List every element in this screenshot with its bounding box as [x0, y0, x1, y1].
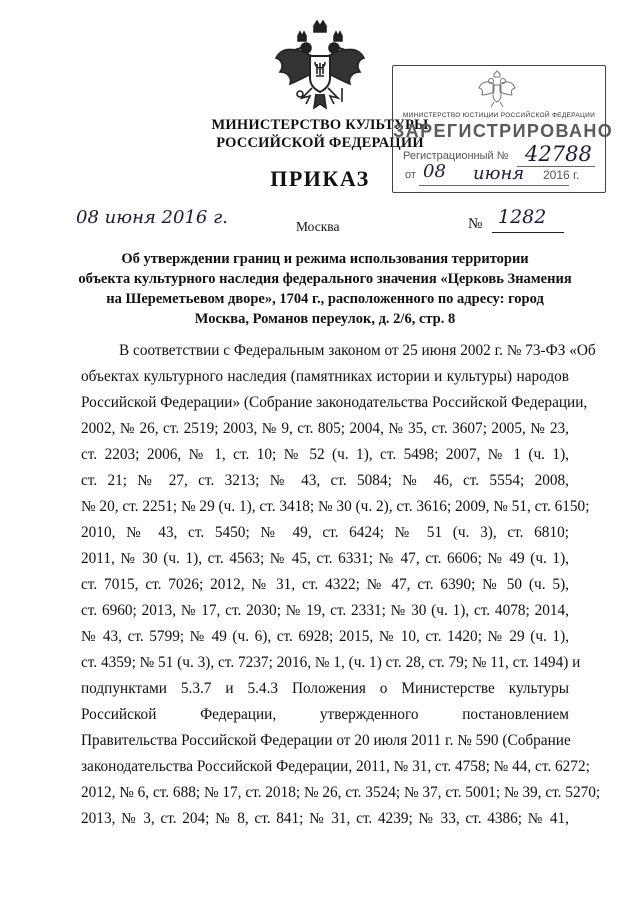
document-title-line: Москва, Романов переулок, д. 2/6, стр. 8	[194, 311, 456, 327]
ministry-line-2: РОССИЙСКОЙ ФЕДЕРАЦИИ	[216, 135, 424, 151]
document-title-line: на Шереметьевом дворе», 1704 г., расположенного по адресу: город	[106, 291, 544, 307]
body-line: Российской Федерации» (Собрание законодательства Российской Федерации,	[81, 394, 588, 411]
body-line: 2012, № 6, ст. 688; № 17, ст. 2018; № 26, ст. 3524; № 37, ст. 5001; № 39, ст. 5270;	[81, 784, 601, 801]
document-title-line: объекта культурного наследия федерального значения «Церковь Знамения	[78, 271, 572, 287]
order-number: 1282	[498, 206, 547, 228]
stamp-ministry: МИНИСТЕРСТВО ЮСТИЦИИ РОССИЙСКОЙ ФЕДЕРАЦИИ	[402, 112, 596, 119]
body-line: ст. 21; № 27, ст. 3213; № 43, ст. 5084; № 46, ст. 5554; 2008,	[81, 472, 569, 489]
body-line: ст. 2203; 2006, № 1, ст. 10; № 52 (ч. 1), ст. 5498; 2007, № 1 (ч. 1),	[81, 446, 569, 463]
order-number-label: №	[468, 216, 483, 232]
body-line: ст. 6960; 2013, № 17, ст. 2030; № 19, ст. 2331; № 30 (ч. 1), ст. 4078; 2014,	[81, 602, 569, 619]
body-line: подпунктами 5.3.7 и 5.4.3 Положения о Министерстве культуры	[81, 680, 569, 697]
body-line: ст. 4359; № 51 (ч. 3), ст. 7237; 2016, № 1, (ч. 1) ст. 28, ст. 79; № 11, ст. 1494) и	[81, 654, 581, 671]
stamp-eagle-icon	[477, 70, 517, 110]
body-line: 2002, № 26, ст. 2519; 2003, № 9, ст. 805; 2004, № 35, ст. 3607; 2005, № 23,	[81, 420, 569, 437]
stamp-date-year: 2016 г.	[543, 168, 580, 182]
double-headed-eagle-icon	[272, 18, 368, 118]
stamp-date-month: июня	[473, 163, 525, 184]
order-date: 08 июня 2016 г.	[76, 207, 228, 228]
body-line: Российской Федерации, утвержденного постановлением	[81, 706, 569, 723]
body-line: № 20, ст. 2251; № 29 (ч. 1), ст. 3418; № 30 (ч. 2), ст. 3616; 2009, № 51, ст. 6150;	[81, 498, 590, 515]
body-line: законодательства Российской Федерации, 2011, № 31, ст. 4758; № 44, ст. 6272;	[81, 758, 590, 775]
ministry-line-1: МИНИСТЕРСТВО КУЛЬТУРЫ	[211, 117, 429, 133]
document-title	[76, 249, 574, 329]
document-title-line: Об утверждении границ и режима использования территории	[121, 251, 529, 267]
stamp-date-prefix: от	[405, 169, 416, 181]
body-line: 2011, № 30 (ч. 1), ст. 4563; № 45, ст. 6331; № 47, ст. 6606; № 49 (ч. 1),	[81, 550, 569, 567]
body-line: 2013, № 3, ст. 204; № 8, ст. 841; № 31, ст. 4239; № 33, ст. 4386; № 41,	[81, 810, 569, 827]
body-line: 2010, № 43, ст. 5450; № 49, ст. 6424; № 51 (ч. 3), ст. 6810;	[81, 524, 569, 541]
body-line: В соответствии с Федеральным законом от 25 июня 2002 г. № 73-ФЗ «Об	[119, 342, 596, 359]
stamp-registered: ЗАРЕГИСТРИРОВАНО	[393, 121, 614, 141]
stamp-regnum-label: Регистрационный №	[403, 150, 509, 162]
body-line: Правительства Российской Федерации от 20 июля 2011 г. № 590 (Собрание	[81, 732, 571, 749]
stamp-date-day: 08	[423, 161, 446, 182]
body-line: ст. 7015, ст. 7026; 2012, № 31, ст. 4322; № 47, ст. 6390; № 50 (ч. 5),	[81, 576, 569, 593]
stamp-regnum-value: 42788	[525, 142, 592, 166]
body-line: № 43, ст. 5799; № 49 (ч. 6), ст. 6928; 2015, № 10, ст. 1420; № 29 (ч. 1),	[81, 628, 569, 645]
order-city: Москва	[296, 219, 340, 234]
order-number-underline	[492, 232, 564, 233]
body-line: объектах культурного наследия (памятниках истории и культуры) народов	[81, 368, 569, 385]
order-title: ПРИКАЗ	[270, 166, 370, 191]
body-paragraph	[81, 338, 601, 832]
